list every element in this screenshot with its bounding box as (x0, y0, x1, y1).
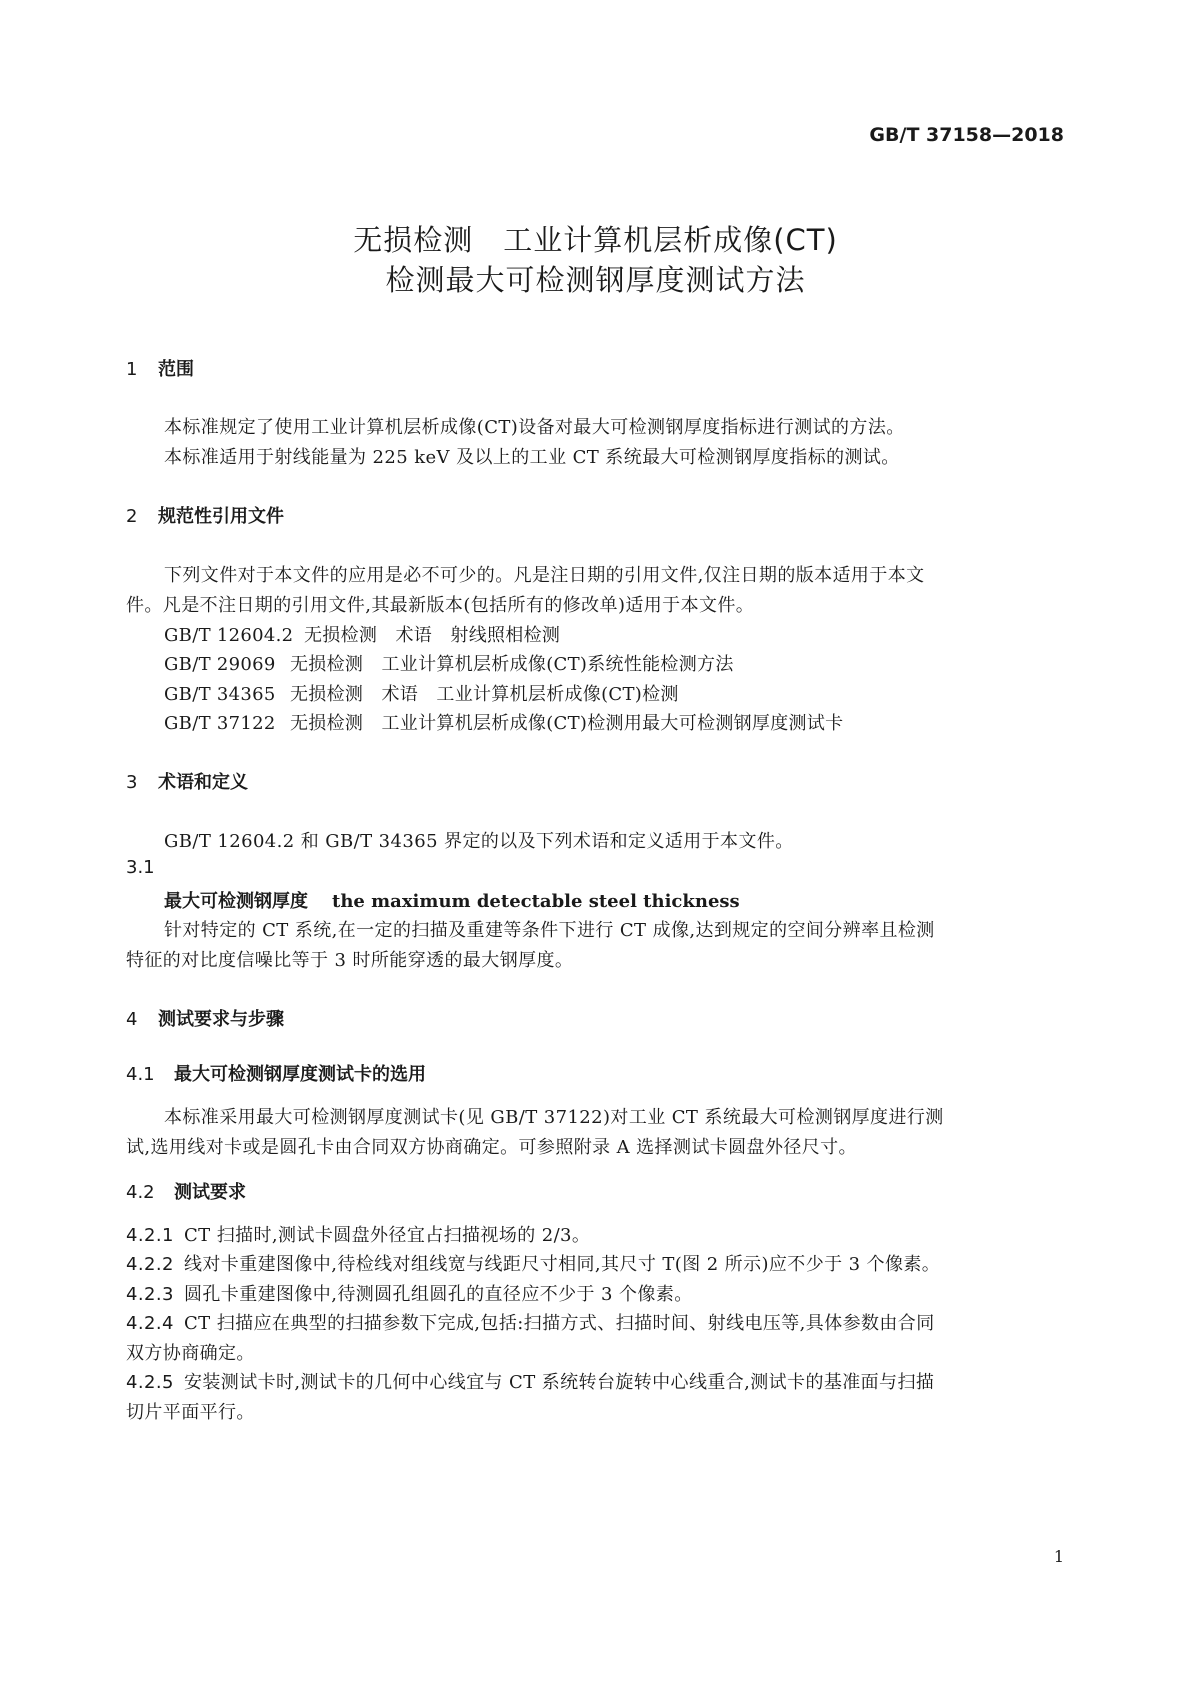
subsection-4-1-heading (126, 1060, 426, 1086)
subsection-title: 测试要求 (174, 1182, 246, 1203)
section-3-heading (126, 768, 248, 794)
section-title: 规范性引用文件 (158, 506, 284, 527)
term-zh: 最大可检测钢厚度 (164, 891, 308, 912)
item-text: CT 扫描应在典型的扫描参数下完成,包括:扫描方式、扫描时间、射线电压等,具体参数由合同 (184, 1313, 935, 1334)
reference-item (164, 650, 734, 676)
item-text: 安装测试卡时,测试卡的几何中心线宜与 CT 系统转台旋转中心线重合,测试卡的基准面与扫描 (184, 1372, 935, 1393)
section-number: 2 (126, 506, 138, 527)
subsection-title: 最大可检测钢厚度测试卡的选用 (174, 1064, 426, 1085)
item-number: 4.2.1 (126, 1225, 174, 1246)
page-number: 1 (1053, 1547, 1064, 1566)
term-en: the maximum detectable steel thickness (332, 891, 740, 912)
definition-line: 特征的对比度信噪比等于 3 时所能穿透的最大钢厚度。 (126, 950, 574, 971)
reference-item (164, 621, 560, 647)
paragraph: 本标准规定了使用工业计算机层析成像(CT)设备对最大可检测钢厚度指标进行测试的方法。 (164, 417, 905, 438)
item-number: 4.2.2 (126, 1254, 174, 1275)
section-title: 术语和定义 (158, 772, 248, 793)
reference-code: GB/T 12604.2 (164, 625, 294, 646)
reference-title: 无损检测 工业计算机层析成像(CT)系统性能检测方法 (290, 654, 734, 675)
term-number: 3.1 (126, 857, 155, 878)
section-title: 范围 (158, 359, 194, 380)
paragraph-line: 件。凡是不注日期的引用文件,其最新版本(包括所有的修改单)适用于本文件。 (126, 595, 755, 616)
section-2-heading (126, 502, 284, 528)
reference-title: 无损检测 术语 工业计算机层析成像(CT)检测 (290, 684, 679, 705)
subsection-number: 4.2 (126, 1182, 155, 1203)
paragraph: 本标准适用于射线能量为 225 keV 及以上的工业 CT 系统最大可检测钢厚度指标的测试。 (164, 447, 900, 468)
reference-code: GB/T 34365 (164, 684, 276, 705)
reference-code: GB/T 29069 (164, 654, 276, 675)
item-text-continuation: 双方协商确定。 (126, 1343, 255, 1364)
item-number: 4.2.3 (126, 1284, 174, 1305)
paragraph-line: 本标准采用最大可检测钢厚度测试卡(见 GB/T 37122)对工业 CT 系统最大可检测钢厚度进行测 (164, 1107, 944, 1128)
page-title-line-2: 检测最大可检测钢厚度测试方法 (385, 263, 806, 297)
subsection-4-2-heading (126, 1178, 246, 1204)
section-1-heading (126, 355, 194, 381)
definition-line: 针对特定的 CT 系统,在一定的扫描及重建等条件下进行 CT 成像,达到规定的空间分辨率且检测 (164, 920, 935, 941)
term-entry (164, 887, 740, 913)
section-number: 4 (126, 1009, 138, 1030)
paragraph-line: 下列文件对于本文件的应用是必不可少的。凡是注日期的引用文件,仅注日期的版本适用于本文 (164, 565, 925, 586)
item-text: 线对卡重建图像中,待检线对组线宽与线距尺寸相同,其尺寸 T(图 2 所示)应不少于 3 个像素。 (184, 1254, 941, 1275)
requirement-item (126, 1309, 935, 1335)
paragraph-line: 试,选用线对卡或是圆孔卡由合同双方协商确定。可参照附录 A 选择测试卡圆盘外径尺寸。 (126, 1137, 857, 1158)
subsection-number: 4.1 (126, 1064, 155, 1085)
item-text-continuation: 切片平面平行。 (126, 1402, 255, 1423)
section-number: 3 (126, 772, 138, 793)
reference-item (164, 709, 843, 735)
requirement-item (126, 1250, 940, 1276)
paragraph: GB/T 12604.2 和 GB/T 34365 界定的以及下列术语和定义适用于本文件。 (164, 831, 794, 852)
item-text: 圆孔卡重建图像中,待测圆孔组圆孔的直径应不少于 3 个像素。 (184, 1284, 693, 1305)
page-title-line-1: 无损检测 工业计算机层析成像(CT) (353, 223, 838, 257)
reference-title: 无损检测 工业计算机层析成像(CT)检测用最大可检测钢厚度测试卡 (290, 713, 844, 734)
section-4-heading (126, 1005, 284, 1031)
standard-number: GB/T 37158—2018 (869, 124, 1064, 146)
reference-title: 无损检测 术语 射线照相检测 (304, 625, 561, 646)
reference-code: GB/T 37122 (164, 713, 276, 734)
reference-item (164, 680, 679, 706)
requirement-item (126, 1368, 934, 1394)
section-title: 测试要求与步骤 (158, 1009, 284, 1030)
requirement-item (126, 1221, 590, 1247)
section-number: 1 (126, 359, 138, 380)
requirement-item (126, 1280, 693, 1306)
item-number: 4.2.4 (126, 1313, 174, 1334)
item-number: 4.2.5 (126, 1372, 174, 1393)
item-text: CT 扫描时,测试卡圆盘外径宜占扫描视场的 2/3。 (184, 1225, 591, 1246)
